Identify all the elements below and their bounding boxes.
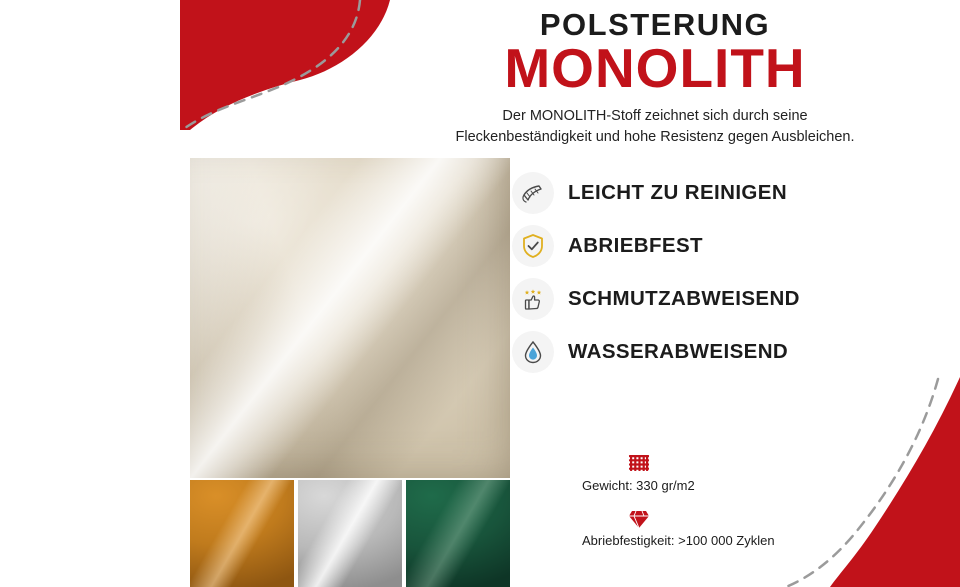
- subtitle-line-1: Der MONOLITH-Stoff zeichnet sich durch seine: [502, 107, 808, 124]
- subtitle-line-2: Fleckenbeständigkeit und hohe Resistenz gegen Ausbleichen.: [455, 128, 855, 145]
- feature-list: [512, 168, 942, 380]
- page-kicker: POLSTERUNG: [539, 7, 771, 42]
- page-subtitle: [360, 106, 950, 148]
- fabric-weave-icon: [582, 452, 960, 476]
- spec-text: Abriebfestigkeit: >100 000 Zyklen: [582, 533, 775, 548]
- spec-item-weight: [512, 452, 932, 493]
- feature-label: SCHMUTZABWEISEND: [568, 287, 800, 310]
- spec-text: Gewicht: 330 gr/m2: [582, 478, 695, 493]
- feature-label: WASSERABWEISEND: [568, 340, 789, 363]
- feature-item-easy-clean: [512, 168, 942, 218]
- amber-fabric-swatch[interactable]: [190, 480, 294, 587]
- spec-list: [512, 452, 932, 562]
- header: [360, 8, 950, 148]
- feature-item-dirt-repellent: [512, 274, 942, 324]
- green-fabric-swatch[interactable]: [406, 480, 510, 587]
- page-title: MONOLITH: [504, 37, 806, 100]
- fabric-fold-highlight: [190, 158, 510, 478]
- feature-label: LEICHT ZU REINIGEN: [568, 181, 788, 204]
- spec-item-abrasion: [512, 507, 932, 548]
- diamond-icon: [582, 507, 960, 531]
- color-swatch-row: [190, 480, 510, 587]
- decorative-corner-top-left: [180, 0, 390, 130]
- water-drop-icon: [512, 331, 554, 373]
- grey-fabric-swatch[interactable]: [298, 480, 402, 587]
- feature-item-water-repellent: [512, 327, 942, 377]
- feature-label: ABRIEBFEST: [568, 234, 703, 257]
- shield-check-icon: [512, 225, 554, 267]
- monolith-fabric-photo: [190, 158, 510, 478]
- thumbs-up-stars-icon: [512, 278, 554, 320]
- feature-item-abrasion-resistant: [512, 221, 942, 271]
- cleaning-cloth-icon: [512, 172, 554, 214]
